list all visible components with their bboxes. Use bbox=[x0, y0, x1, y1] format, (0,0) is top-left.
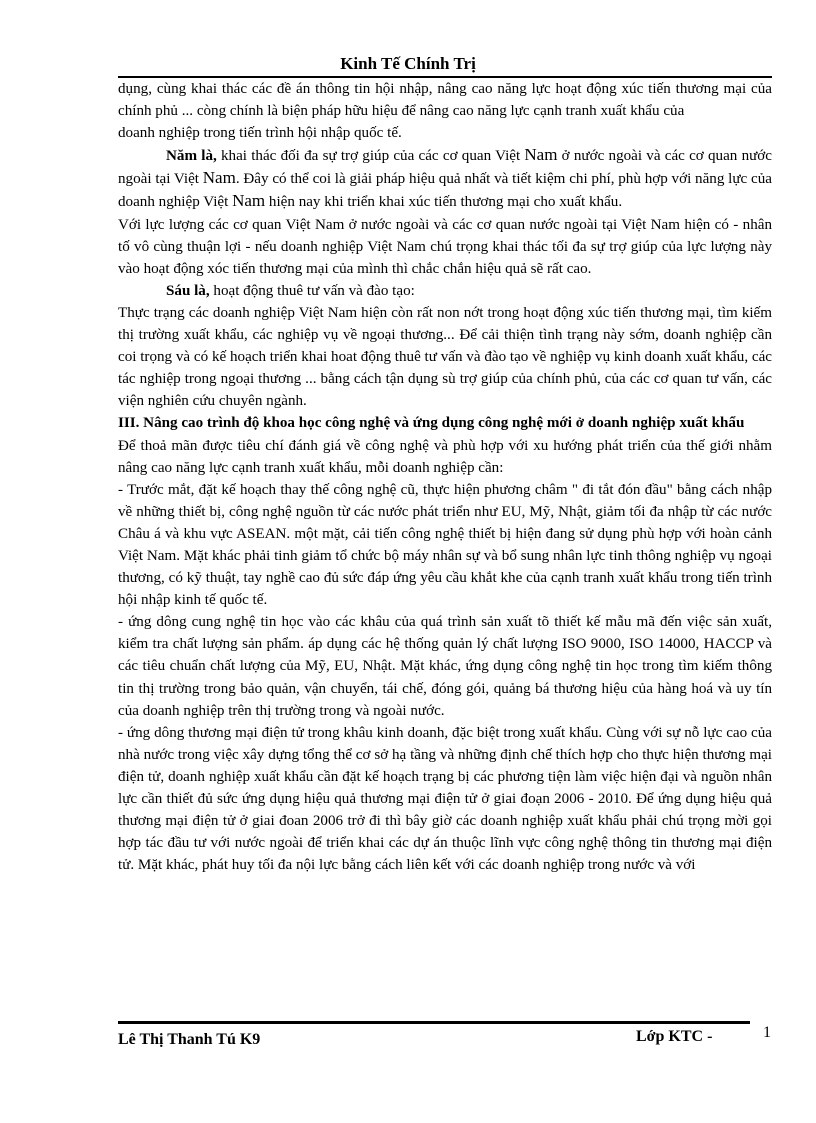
section-heading: III. Nâng cao trình độ khoa học công nghệ và ứng dụng công nghệ mới ở doanh nghiệp xuất khẩu bbox=[118, 415, 745, 432]
paragraph: - ứng dông cung nghệ tin học vào các khâu của quá trình sản xuất tõ thiết kế mẫu mã đến việc sản xuất, kiểm tra chất lượng sản phẩm. áp dụng các hệ thống quản lý chất lượng ISO 9000, ISO 14000, HACCP và các tiêu chuẩn chất lượng của Mỹ, EU, Nhật. Mặt khác, ứng dụng công nghệ tin học trong tìm kiếm thông tin thị trường trong bảo quản, vận chuyển, tái chế, đóng gói, quảng bá thương hiệu của hàng hoá và uy tín của doanh nghiệp trên thị trường trong và ngoài nước. bbox=[118, 614, 772, 719]
paragraph: Thực trạng các doanh nghiệp Việt Nam hiện còn rất non nớt trong hoạt động xúc tiến thương mại, tìm kiếm thị trường xuất khẩu, các nghiệp vụ về ngoại thương... Để cải thiện tình trạng này sớm, doanh nghiệp cần coi trọng và có kế hoạch triển khai hoat động thuê tư vấn và đào tạo về nghiệp vụ kinh doanh xuất khẩu, các tác nghiệp trong ngoại thương ... bằng cách tận dụng sù trợ giúp của chính phủ, của các cơ quan tư vấn, các viện nghiên cứu chuyên ngành. bbox=[118, 304, 772, 410]
paragraph-text: khai thác đối đa sự trợ giúp của các cơ quan Việt bbox=[216, 148, 525, 165]
footer-class: Lớp KTC - bbox=[636, 1028, 713, 1045]
document-body bbox=[118, 78, 772, 876]
paragraph: doanh nghiệp trong tiến trình hội nhập quốc tế. bbox=[118, 125, 402, 142]
paragraph: - ứng dông thương mại điện tử trong khâu kinh doanh, đặc biệt trong xuất khẩu. Cùng với sự nỗ lực cao của nhà nước trong việc xây dựng tổng thể cơ sở hạ tầng và những định chế thích hợp cho thực hiện thương mại điện tử, doanh nghiệp xuất khẩu cần đặt kế hoạch trạng bị các phương tiện làm việc hiện đại và nguồn nhân lực cần thiết đủ sức ứng dụng hiệu quả thương mại điện tử ở giai đoạn 2006 - 2010. Để ứng dụng hiệu quả thương mại điện tử ở giai đoan 2006 trở đi thì bây giờ các doanh nghiệp xuất khẩu phải chú trọng mời gọi hợp tác đầu tư với nước ngoài để triển khai các dự án thuộc lĩnh vực công nghệ thông tin thương mại điện tử. Mặt khác, phát huy tối đa nội lực bằng cách liên kết với các doanh nghiệp trong nước và với bbox=[118, 724, 772, 874]
page-header-title: Kinh Tế Chính Trị bbox=[340, 54, 476, 73]
paragraph: - Trước mắt, đặt kế hoạch thay thế công nghệ cũ, thực hiện phương châm " đi tắt đón đầu" bằng cách nhập về những thiết bị, công nghệ nguồn từ các nước phát triển như EU, Mỹ, Nhật, giảm tối đa nhập từ các nước Châu á và khu vực ASEAN. một mặt, cải tiến công nghệ thiết bị hiện đang sử dụng phù hợp với hoàn cảnh Việt Nam. Mặt khác phải tinh giảm tổ chức bộ máy nhân sự và bổ sung nhân lực tinh thông nghiệp vụ ngoại thương, có kỹ thuật, tay nghề cao đủ sức đáp ứng yêu cầu khắt khe của cạnh tranh xuất khẩu trong tiến trình hội nhập kinh tế quốc tế. bbox=[118, 481, 772, 609]
footer-author: Lê Thị Thanh Tú K9 bbox=[118, 1031, 261, 1048]
paragraph-lead: Sáu là, bbox=[166, 282, 210, 299]
paragraph-sau-la bbox=[118, 280, 772, 302]
paragraph: Để thoả mãn được tiêu chí đánh giá về công nghệ và phù hợp với xu hướng phát triển của thế giới nhằm nâng cao năng lực cạnh tranh xuất khẩu, mỗi doanh nghiệp cần: bbox=[118, 437, 772, 476]
paragraph-lead: Năm là, bbox=[166, 148, 217, 165]
paragraph-text: hoạt động thuê tư vấn và đào tạo: bbox=[209, 282, 415, 299]
page-number: 1 bbox=[763, 1024, 771, 1041]
paragraph-text: hiện nay khi triển khai xúc tiến thương mại cho xuất khẩu. bbox=[265, 194, 623, 211]
paragraph-text: Nam bbox=[232, 191, 266, 211]
paragraph-text: . Đây có thể coi là giải pháp hiệu quả nhất và tiết kiệm chi phí, phù hợp với năng lực của doanh nghiệp Việt bbox=[118, 171, 772, 211]
paragraph-text: Nam bbox=[202, 168, 236, 188]
paragraph-text: ở nước ngoài và các cơ quan nước ngoài tại Việt bbox=[118, 148, 772, 188]
paragraph-text: Nam bbox=[524, 145, 558, 165]
footer-rule bbox=[118, 1021, 750, 1024]
paragraph-nam-la bbox=[118, 144, 772, 213]
paragraph: dụng, cùng khai thác các đề án thông tin hội nhập, nâng cao năng lực hoạt động xúc tiến thương mại của chính phủ ... còng chính là biện pháp hữu hiệu để nâng cao năng lực cạnh tranh xuất khẩu của bbox=[118, 81, 772, 120]
paragraph: Với lực lượng các cơ quan Việt Nam ở nước ngoài và các cơ quan nước ngoài tại Việt Nam hiện có - nhân tố vô cùng thuận lợi - nếu doanh nghiệp Việt Nam chú trọng khai thác tối đa sự trợ giúp của lực lượng này vào hoạt động xóc tiến thương mại của mình thì chắc chắn hiệu quả sẽ rất cao. bbox=[118, 216, 772, 277]
